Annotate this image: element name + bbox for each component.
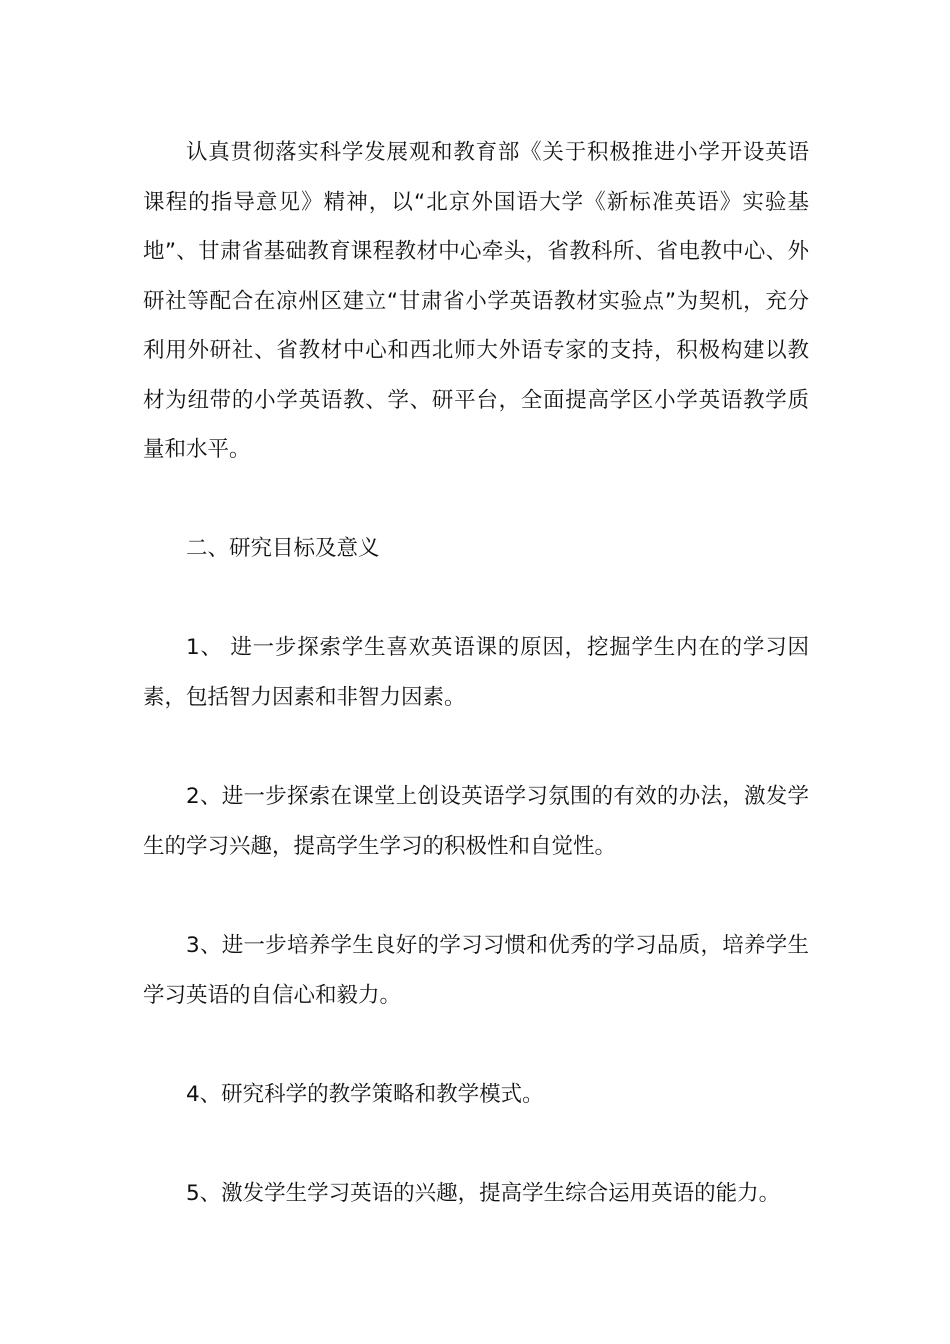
objective-item-4: 4、研究科学的教学策略和教学模式。 (186, 1082, 544, 1107)
objective-item-1: 1、 进一步探索学生喜欢英语课的原因，挖掘学生内在的学习因素，包括智力因素和非智力因素。 (143, 635, 809, 710)
section-heading: 二、研究目标及意义 (186, 536, 380, 561)
objective-item-2: 2、进一步探索在课堂上创设英语学习氛围的有效的办法，激发学生的学习兴趣，提高学生学习的积极性和自觉性。 (143, 784, 809, 859)
objective-item-3: 3、进一步培养学生良好的学习习惯和优秀的学习品质，培养学生学习英语的自信心和毅力。 (143, 933, 809, 1008)
objective-item-5: 5、激发学生学习英语的兴趣，提高学生综合运用英语的能力。 (186, 1181, 781, 1206)
intro-paragraph: 认真贯彻落实科学发展观和教育部《关于积极推进小学开设英语课程的指导意见》精神，以“北京外国语大学《新标准英语》实验基地”、甘肃省基础教育课程教材中心牵头，省教科所、省电教中心、外研社等配合在凉州区建立“甘肃省小学英语教材实验点”为契机，充分利用外研社、省教材中心和西北师大外语专家的支持，积极构建以教材为纽带的小学英语教、学、研平台，全面提高学区小学英语教学质量和水平。 (143, 140, 809, 462)
